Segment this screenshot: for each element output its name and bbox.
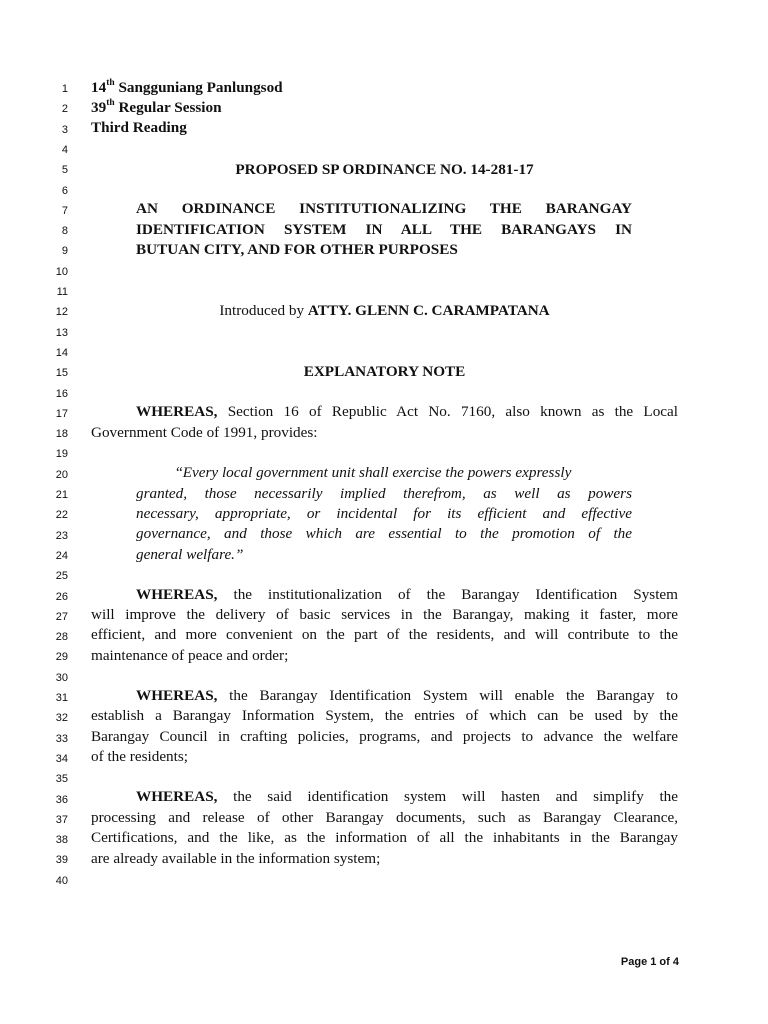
quote-line-3: necessary, appropriate, or incidental for its efficient and effective [136, 505, 632, 522]
line-number: 20 [55, 468, 68, 481]
para2-line-4: maintenance of peace and order; [91, 647, 289, 664]
line-number: 40 [55, 874, 68, 887]
line-number: 25 [55, 570, 68, 583]
line-number: 24 [55, 549, 68, 562]
line-number: 9 [61, 245, 68, 258]
ordinance-number: PROPOSED SP ORDINANCE NO. 14-281-17 [235, 161, 534, 178]
para3-text-1: the Barangay Identification System will enable the Barangay to [217, 687, 678, 704]
introduced-by [91, 301, 678, 321]
author-name: ATTY. GLENN C. CARAMPATANA [307, 302, 550, 319]
para4-line-1 [136, 787, 678, 807]
para3-line-2: establish a Barangay Information System, the entries of which can be used by the [91, 707, 678, 724]
page-total: 4 [672, 956, 679, 968]
line-number: 23 [55, 529, 68, 542]
page-footer [621, 955, 679, 969]
quote-line-2: granted, those necessarily implied therefrom, as well as powers [136, 485, 632, 502]
line-number: 36 [55, 793, 68, 806]
council-ordinal-suffix: th [106, 77, 115, 88]
line-number: 11 [56, 286, 68, 298]
quote-line-1 [136, 463, 632, 483]
session-ordinal-suffix: th [106, 97, 115, 108]
para3-line-4: of the residents; [91, 748, 189, 765]
whereas-keyword: WHEREAS, [136, 788, 218, 805]
line-number: 33 [55, 732, 68, 745]
line-number: 7 [61, 204, 68, 217]
line-number: 10 [55, 265, 68, 278]
para3-line-3: Barangay Council in crafting policies, programs, and projects to advance the welfare [91, 728, 678, 745]
line-number: 3 [61, 123, 68, 136]
council-ordinal: 14 [91, 79, 107, 96]
line-number: 30 [55, 671, 68, 684]
para2-text-1: the institutionalization of the Barangay Identification System [217, 586, 678, 603]
page-number: 1 [650, 956, 657, 968]
page-label: Page [620, 956, 651, 968]
quote-line-4: governance, and those which are essential to the promotion of the [136, 525, 632, 542]
session-label: Regular Session [114, 99, 222, 116]
introduced-by-label: Introduced by [219, 302, 308, 319]
line-number: 21 [55, 489, 68, 501]
line-number: 12 [55, 306, 68, 319]
line-number: 34 [55, 752, 68, 765]
line-number: 6 [61, 184, 68, 197]
para4-line-3: Certifications, and the like, as the information of all the inhabitants in the Barangay [91, 829, 678, 846]
para1-line-2: Government Code of 1991, provides: [91, 424, 318, 441]
line-number: 4 [61, 143, 68, 156]
para1-line-1 [136, 402, 678, 422]
para2-line-2: will improve the delivery of basic services in the Barangay, making it faster, more [91, 606, 678, 623]
whereas-keyword: WHEREAS, [136, 586, 218, 603]
line-number: 39 [55, 854, 68, 867]
line-number: 37 [55, 813, 68, 826]
ordinance-title-line-2: IDENTIFICATION SYSTEM IN ALL THE BARANGAYS IN [136, 221, 632, 238]
line-number: 16 [55, 387, 68, 400]
line-number: 27 [55, 610, 68, 623]
para4-line-2: processing and release of other Barangay documents, such as Barangay Clearance, [91, 809, 678, 826]
line-number: 19 [55, 448, 68, 461]
line-number: 2 [61, 103, 68, 116]
line-number: 17 [55, 407, 68, 420]
section-heading: EXPLANATORY NOTE [303, 363, 466, 380]
council-label: Sangguniang Panlungsod [114, 79, 283, 96]
para2-line-1 [136, 585, 678, 605]
whereas-keyword: WHEREAS, [136, 403, 218, 420]
quote-line-5: general welfare.” [136, 546, 244, 563]
line-number: 18 [55, 428, 68, 441]
line-number: 31 [55, 692, 68, 704]
para3-line-1 [136, 686, 678, 706]
para1-text-1: Section 16 of Republic Act No. 7160, also known as the Local [217, 403, 678, 420]
line-number: 28 [55, 631, 68, 644]
line-number: 15 [55, 367, 68, 380]
line-number: 5 [61, 164, 68, 177]
page-of-label: of [656, 956, 673, 968]
line-number: 35 [55, 773, 68, 786]
line-number: 22 [55, 509, 68, 522]
session-ordinal: 39 [91, 99, 107, 116]
reading-stage: Third Reading [91, 119, 187, 136]
line-number: 1 [61, 83, 68, 95]
session-name [91, 98, 222, 118]
line-number: 29 [55, 651, 68, 664]
line-number: 14 [55, 346, 68, 359]
para4-text-1: the said identification system will hasten and simplify the [217, 788, 678, 805]
line-number: 26 [55, 590, 68, 603]
line-number: 32 [55, 712, 68, 725]
line-number: 8 [61, 225, 68, 238]
quote-text-1: Every local government unit shall exercise the powers expressly [182, 464, 572, 481]
council-name [91, 78, 283, 98]
line-number: 38 [55, 834, 68, 847]
para4-line-4: are already available in the information system; [91, 850, 381, 867]
para2-line-3: efficient, and more convenient on the part of the residents, and will contribute to the [91, 626, 678, 643]
quote-open-mark: “ [176, 464, 183, 481]
whereas-keyword: WHEREAS, [136, 687, 218, 704]
ordinance-title-line-1: AN ORDINANCE INSTITUTIONALIZING THE BARANGAY [136, 200, 632, 217]
line-number: 13 [55, 326, 68, 339]
ordinance-title-line-3: BUTUAN CITY, AND FOR OTHER PURPOSES [136, 241, 458, 258]
